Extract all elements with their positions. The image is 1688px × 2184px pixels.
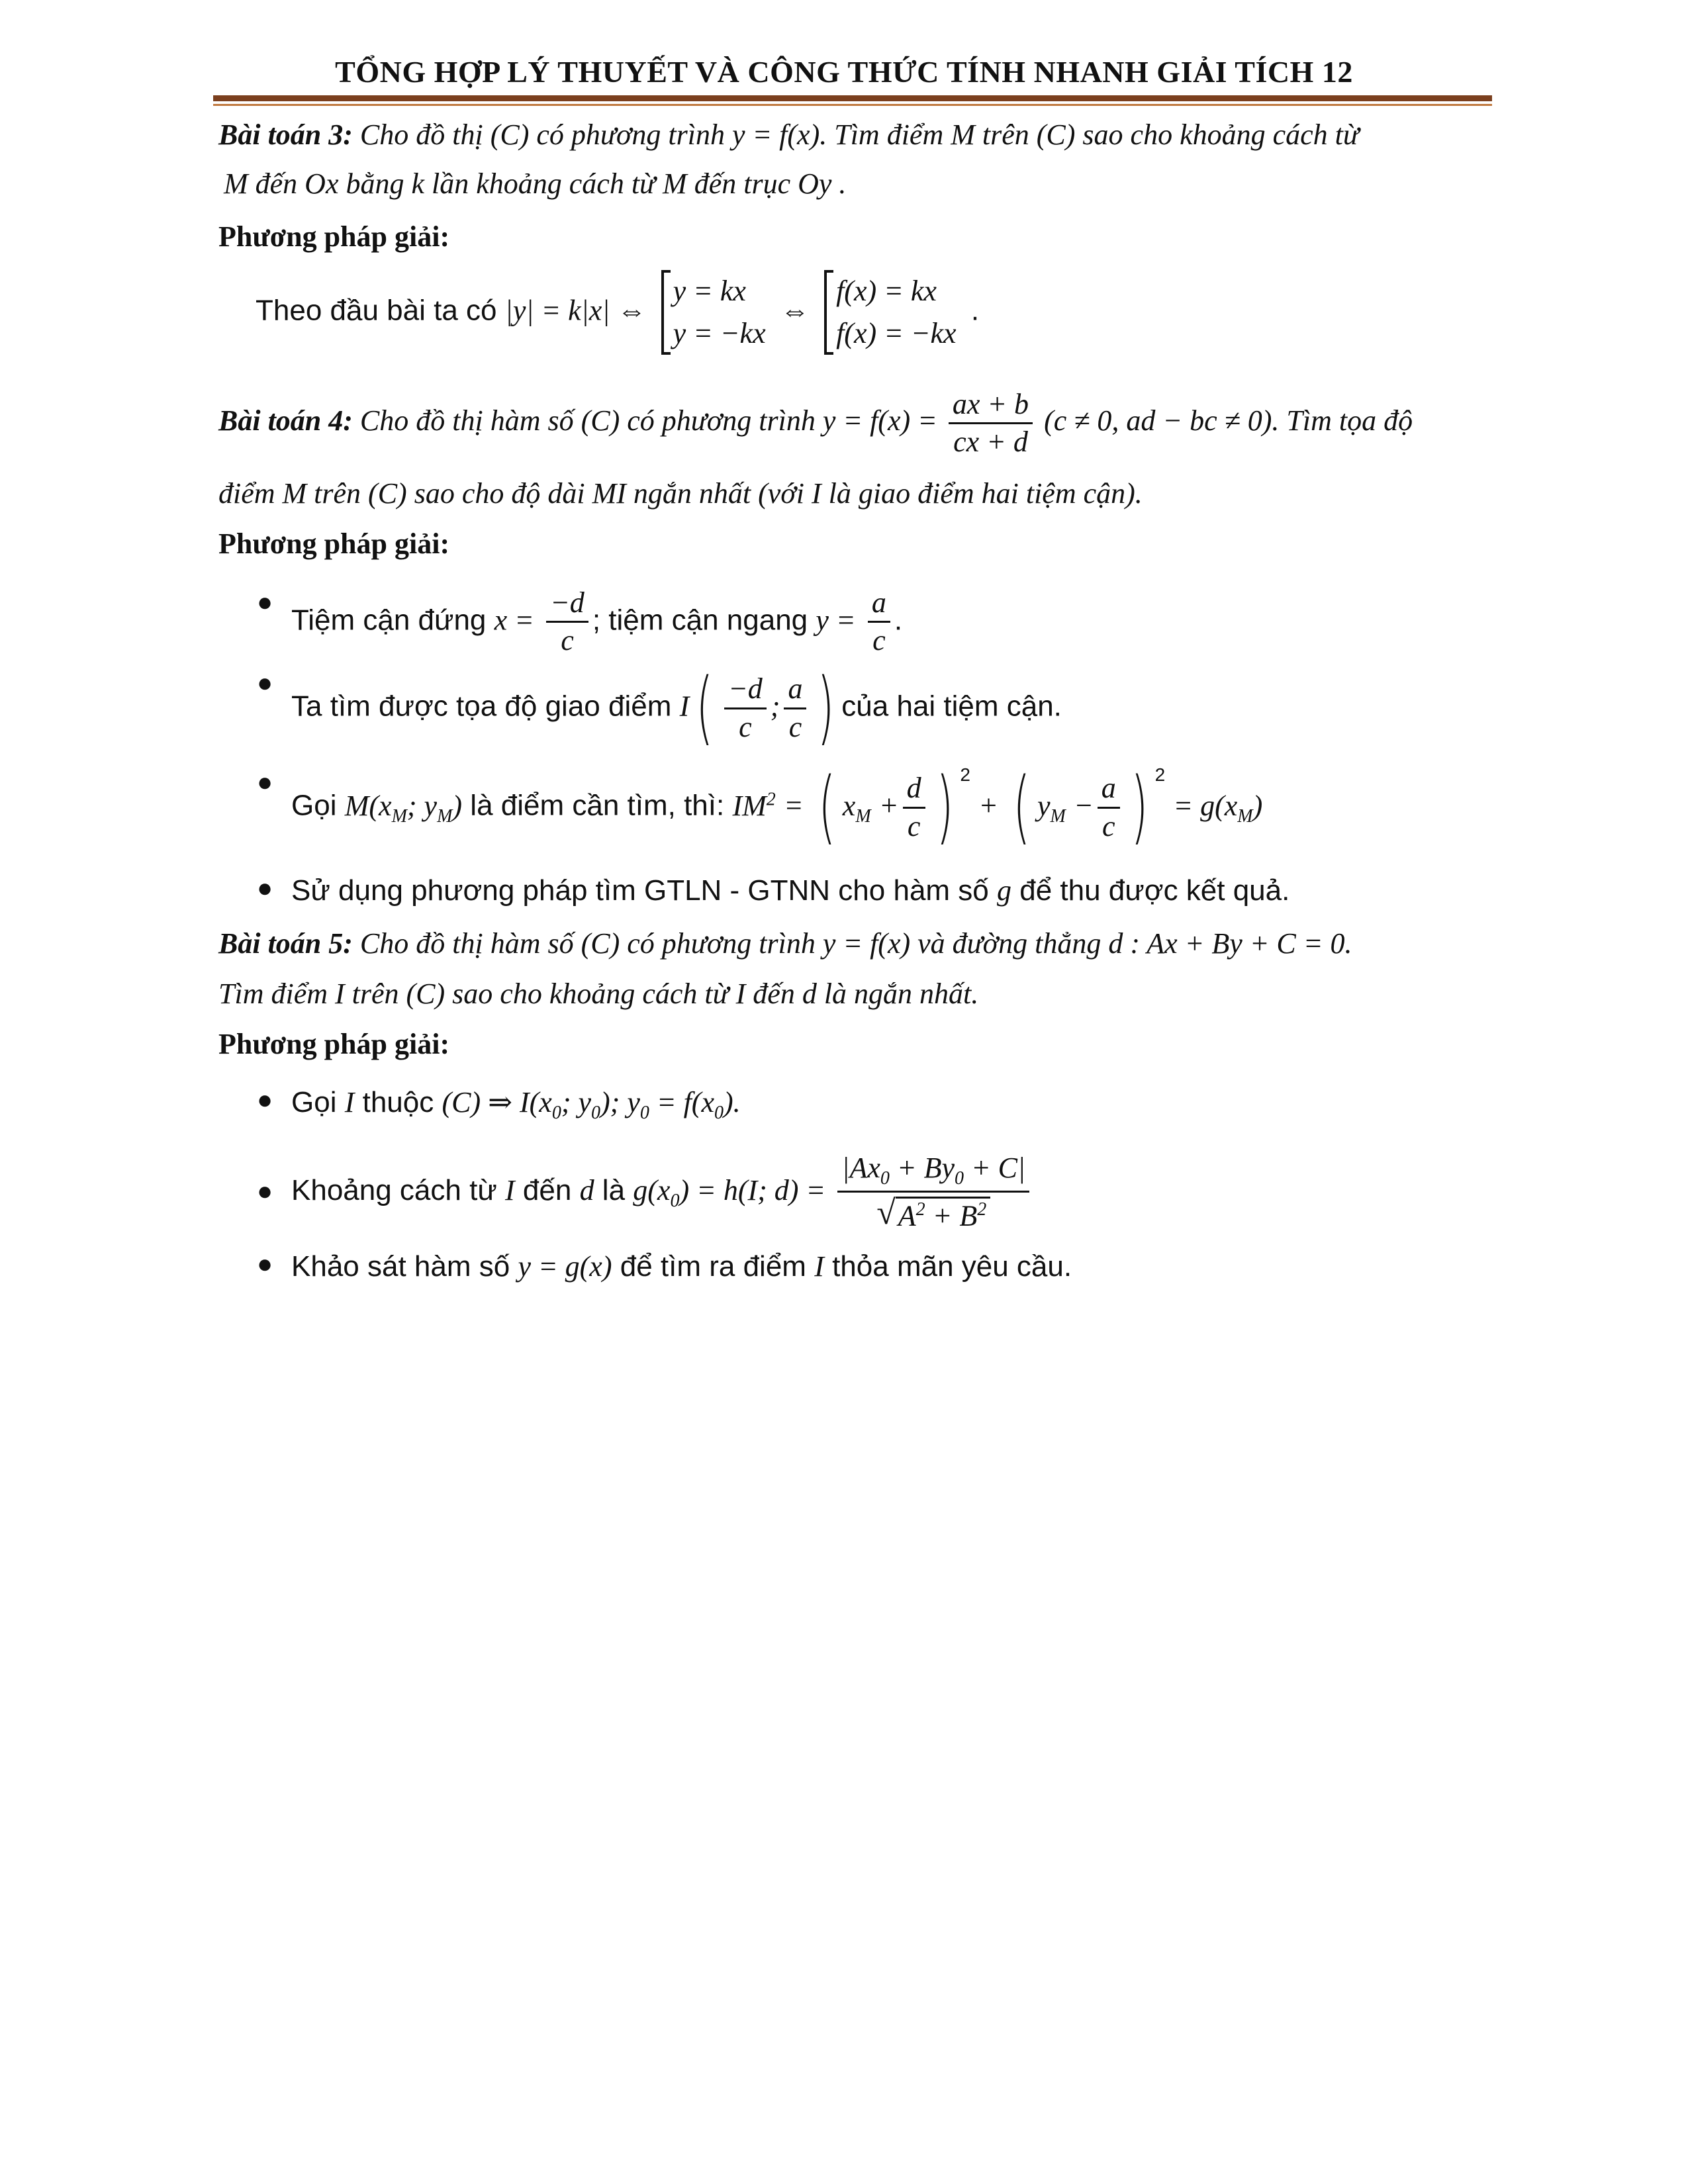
- bullet-icon: ●: [257, 874, 273, 903]
- problem4-b1-x-fraction: [546, 588, 588, 656]
- problem5-text1: Cho đồ thị hàm số (C) có phương trình y = f(x) và đường thẳng d : Ax + By + C = 0.: [359, 927, 1352, 960]
- sqrt-icon: √: [876, 1194, 896, 1232]
- bullet-icon: ●: [257, 1085, 273, 1115]
- problem5-b2-distance-fraction: [837, 1153, 1029, 1232]
- problem4-b3-frac-d: [903, 773, 925, 841]
- problem4-b3-eq: =: [784, 789, 804, 822]
- problem5-b2-text-a: Khoảng cách từ: [291, 1174, 497, 1207]
- problem3-system-2-row-b: f(x) = −kx: [836, 316, 957, 349]
- problem4-text1: Cho đồ thị hàm số (C) có phương trình y = f(x) =: [359, 404, 937, 437]
- page-header-title: TỔNG HỢP LÝ THUYẾT VÀ CÔNG THỨC TÍNH NHANH GIẢI TÍCH 12: [335, 55, 1353, 89]
- problem5-b2-text-c: là: [602, 1174, 626, 1207]
- problem4-b3-pow: 2: [960, 764, 970, 785]
- problem3-solution-lead: Theo đầu bài ta có: [256, 294, 497, 327]
- problem4-method-heading: Phương pháp giải:: [218, 527, 450, 560]
- problem5-bullet-3: [257, 1250, 1072, 1283]
- problem4-b4-end: để thu được kết quả.: [1019, 874, 1290, 907]
- right-paren-icon: ): [1131, 761, 1149, 853]
- right-paren-icon: ): [817, 662, 835, 754]
- problem4-b3-d-num: d: [903, 773, 925, 808]
- header-rule-thin: [213, 104, 1492, 106]
- problem4-b3-xm: $x_M$: [842, 789, 871, 827]
- problem4-b2-den1: c: [739, 710, 752, 743]
- problem3-text1: Cho đồ thị (C) có phương trình y = f(x). Tìm điểm M trên (C) sao cho khoảng cách từ: [359, 118, 1359, 151]
- problem4-line1: [218, 389, 1413, 457]
- problem4-b4-text: Sử dụng phương pháp tìm GTLN - GTNN cho hàm số: [291, 874, 989, 907]
- problem4-b4-g: g: [997, 874, 1011, 907]
- problem4-bullet-4: [257, 874, 1290, 907]
- problem4-b1-y-num: a: [868, 588, 890, 623]
- problem4-b3-pow2: 2: [1154, 764, 1166, 785]
- problem5-b2-I: I: [505, 1174, 515, 1207]
- problem3-equiv: ⇔: [780, 294, 810, 327]
- problem3-system-1: [661, 270, 766, 355]
- problem3-system-2-row-a: f(x) = kx: [836, 275, 937, 307]
- problem4-b3-d-den: c: [907, 809, 921, 842]
- problem4-b1-x-num: −d: [546, 588, 588, 623]
- problem5-b2-distance-num: $|Ax_0 + By_0 + C|$: [837, 1153, 1029, 1193]
- problem4-fraction-den: cx + d: [953, 426, 1028, 459]
- problem4-b1-text-b: ; tiệm cận ngang: [592, 604, 808, 637]
- left-paren-icon: (: [818, 761, 836, 853]
- problem4-b3-plus: +: [878, 789, 899, 822]
- problem4-b1-x: x =: [494, 604, 534, 637]
- problem4-b2-den2: c: [788, 710, 802, 743]
- header-rule: [213, 95, 1492, 101]
- problem4-b2-I: I: [679, 690, 690, 723]
- left-paren-icon: (: [1013, 761, 1031, 853]
- problem5-b3-text-b: để tìm ra điểm: [620, 1250, 806, 1283]
- right-paren-icon: ): [936, 761, 953, 853]
- problem3-line2: M đến Ox bằng k lần khoảng cách từ M đến trục Oy .: [224, 167, 847, 200]
- problem5-b3-text-a: Khảo sát hàm số: [291, 1250, 510, 1283]
- problem4-label: Bài toán 4:: [218, 404, 353, 437]
- problem4-b3-IM: $IM^2$: [732, 788, 776, 822]
- problem3-method-heading: Phương pháp giải:: [218, 220, 450, 253]
- problem3-abs-equation: |y| = k|x| ⇔: [504, 294, 647, 327]
- bullet-icon: ●: [257, 588, 273, 617]
- problem5-b1-math: (C) ⇒ $I(x_0$; $y_0$); $y_0 = f(x_0)$.: [442, 1086, 741, 1123]
- problem4-b3-text-a: Gọi: [291, 789, 337, 822]
- problem5-b1-text-a: Gọi: [291, 1086, 337, 1118]
- problem4-fraction-num: ax + b: [949, 389, 1033, 424]
- problem5-line1: [218, 927, 1352, 960]
- problem4-b3-M: $M(x_M$; $y_M$): [344, 789, 463, 827]
- problem4-b3-plus2: +: [978, 789, 998, 822]
- bullet-icon: ●: [257, 768, 273, 797]
- problem5-method-heading: Phương pháp giải:: [218, 1028, 450, 1060]
- problem4-b1-end: .: [894, 604, 903, 637]
- problem4-b2-frac2: [784, 674, 806, 742]
- problem5-b2-d: d: [579, 1174, 594, 1207]
- problem4-b2-text-a: Ta tìm được tọa độ giao điểm: [291, 690, 672, 723]
- problem4-b3-a-num: a: [1098, 773, 1120, 808]
- problem4-bullet-1: [257, 586, 903, 657]
- problem3-system-2: [824, 270, 957, 355]
- problem5-b2-distance-den: √ $A^2 + B^2$: [872, 1193, 994, 1232]
- problem4-b2-sep: ;: [770, 690, 780, 723]
- problem4-b3-text-b: là điểm cần tìm, thì:: [470, 789, 725, 822]
- problem4-b1-y: y =: [816, 604, 856, 637]
- problem4-b1-y-fraction: [868, 588, 890, 656]
- left-paren-icon: (: [696, 662, 714, 754]
- problem5-bullet-2: [257, 1152, 1033, 1232]
- problem4-b3-a-den: c: [1102, 809, 1115, 842]
- problem4-b1-y-den: c: [872, 624, 886, 657]
- problem4-fraction: [949, 389, 1033, 457]
- problem3-system-1-row-a: y = kx: [673, 275, 746, 307]
- problem5-b3-I: I: [814, 1250, 824, 1283]
- problem3-line1: [218, 118, 1359, 152]
- problem5-label: Bài toán 5:: [218, 927, 353, 960]
- problem5-line2: Tìm điểm I trên (C) sao cho khoảng cách từ I đến d là ngắn nhất.: [218, 978, 979, 1010]
- problem4-b3-minus: −: [1074, 789, 1094, 822]
- problem5-b2-text-b: đến: [522, 1174, 572, 1207]
- problem4-bullet-2: [257, 662, 1062, 754]
- problem5-b1-text-b: thuộc: [362, 1086, 434, 1118]
- bullet-icon: ●: [257, 1250, 273, 1279]
- problem3-system-1-row-b: y = −kx: [673, 316, 766, 349]
- problem4-bullet-3: [257, 761, 1263, 853]
- problem5-b1-I: I: [344, 1086, 355, 1118]
- problem4-b2-num1: −d: [724, 674, 767, 709]
- problem4-b2-frac1: [724, 674, 767, 742]
- bullet-icon: ●: [257, 1177, 273, 1206]
- bullet-icon: ●: [257, 668, 273, 698]
- problem3-solution: [256, 270, 979, 355]
- problem5-b3-text-c: thỏa mãn yêu cầu.: [832, 1250, 1072, 1283]
- problem4-b1-text-a: Tiệm cận đứng: [291, 604, 487, 637]
- problem5-b2-g: $g(x_0) = h(I$; d) =: [633, 1174, 826, 1211]
- problem4-b3-ym: $y_M$: [1037, 789, 1066, 827]
- problem4-b3-frac-a: [1098, 773, 1120, 841]
- problem4-b3-g: = $g(x_M)$: [1173, 789, 1263, 827]
- problem3-label: Bài toán 3:: [218, 118, 353, 151]
- problem4-b1-x-den: c: [561, 624, 574, 657]
- problem4-line2: điểm M trên (C) sao cho độ dài MI ngắn nhất (với I là giao điểm hai tiệm cận).: [218, 477, 1143, 510]
- problem4-b2-text-b: của hai tiệm cận.: [841, 690, 1062, 723]
- problem5-b3-eq: y = g(x): [518, 1250, 612, 1283]
- problem4-condition: (c ≠ 0, ad − bc ≠ 0). Tìm tọa độ: [1044, 404, 1413, 437]
- problem3-end-dot: .: [970, 294, 980, 327]
- problem4-b2-num2: a: [784, 674, 806, 709]
- problem5-bullet-1: [257, 1085, 741, 1124]
